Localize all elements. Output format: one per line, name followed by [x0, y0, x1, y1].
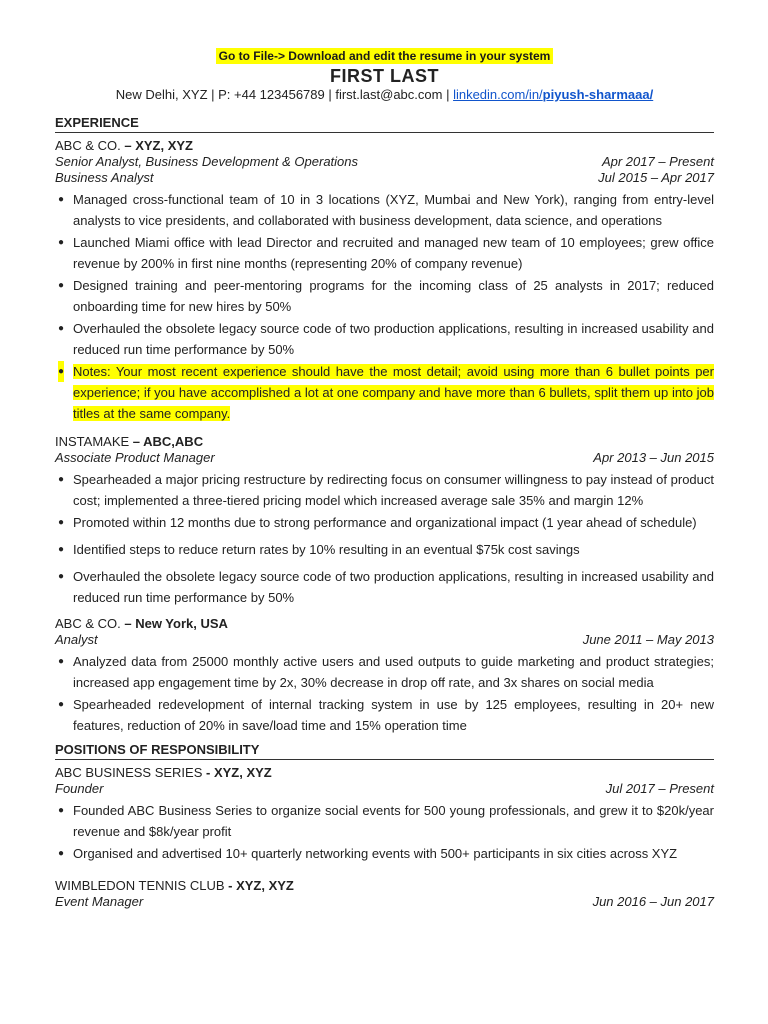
- notice-banner: [55, 47, 714, 65]
- bullet-icon: ●: [58, 361, 64, 382]
- bullet-list: [55, 189, 714, 424]
- role-title: Founder: [55, 781, 104, 796]
- bullet-item: [55, 189, 714, 231]
- resume-name: FIRST LAST: [330, 66, 439, 86]
- bullet-item: [55, 694, 714, 736]
- job-role: [55, 450, 714, 466]
- bullet-text: Identified steps to reduce return rates by 10% resulting in an eventual $75k cost savings: [73, 542, 580, 557]
- role-dates: Jun 2016 – Jun 2017: [592, 894, 714, 909]
- bullet-text: Organised and advertised 10+ quarterly networking events with 500+ participants in six cities across XYZ: [73, 846, 678, 861]
- job-role: [55, 170, 714, 186]
- bullet-icon: ●: [58, 699, 65, 710]
- bullet-text: Analyzed data from 25000 monthly active users and used outputs to guide marketing and product strategies; increased app engagement time by 2x, 30% decrease in drop off rate, and 3x shares on social media: [73, 654, 714, 690]
- bullet-icon: ●: [58, 323, 65, 334]
- bullet-text: Spearheaded a major pricing restructure by redirecting focus on consumer willingness to pay instead of product cost; implemented a three-tiered pricing model which increased average sale 35% and margin 12%: [73, 472, 714, 508]
- bullet-item: [55, 512, 714, 533]
- contact-line: [55, 87, 714, 103]
- job-org: [55, 765, 714, 781]
- role-title: Senior Analyst, Business Development & Operations: [55, 154, 359, 169]
- bullet-text: Launched Miami office with lead Director and recruited and managed new team of 10 employees; grew office revenue by 200% in first nine months (representing 20% of company revenue): [73, 235, 714, 271]
- bullet-item: [55, 232, 714, 274]
- role-dates: Jul 2015 – Apr 2017: [598, 170, 714, 185]
- bullet-text: Founded ABC Business Series to organize social events for 500 young professionals, and grew it to $20k/year revenue and $8k/year profit: [73, 803, 714, 839]
- org-location: - XYZ, XYZ: [224, 878, 294, 893]
- bullet-text: Managed cross-functional team of 10 in 3 locations (XYZ, Mumbai and New York), ranging from entry-level analysts to vice presidents, and collaborated with business development, data science, and operations: [73, 192, 714, 228]
- notice-text: Go to File-> Download and edit the resume in your system: [216, 48, 554, 64]
- role-dates: Apr 2017 – Present: [601, 154, 714, 169]
- job-role: [55, 781, 714, 797]
- bullet-item: [55, 800, 714, 842]
- job-org: [55, 878, 714, 894]
- job-entry: [55, 878, 714, 910]
- bullet-item-note: [55, 361, 714, 424]
- section-title-experience: EXPERIENCE: [55, 115, 714, 133]
- linkedin-prefix: linkedin.com/in/: [453, 87, 543, 102]
- bullet-text-highlighted: Notes: Your most recent experience should have the most detail; avoid using more than 6 bullet points per experience; if you have accomplished a lot at one company and have more than 6 bullets, split them up into job titles at the same company.: [73, 364, 714, 421]
- bullet-item: [55, 275, 714, 317]
- bullet-icon: ●: [58, 280, 65, 291]
- job-role: [55, 894, 714, 910]
- org-name: ABC BUSINESS SERIES: [55, 765, 203, 780]
- bullet-icon: ●: [58, 474, 65, 485]
- job-role: [55, 154, 714, 170]
- bullet-list: [55, 800, 714, 864]
- bullet-icon: ●: [58, 544, 65, 555]
- bullet-icon: ●: [58, 237, 65, 248]
- role-title: Event Manager: [55, 894, 144, 909]
- job-entry: [55, 434, 714, 608]
- bullet-item: [55, 843, 714, 864]
- section-title-responsibility: POSITIONS OF RESPONSIBILITY: [55, 742, 714, 760]
- org-name: INSTAMAKE: [55, 434, 130, 449]
- linkedin-link[interactable]: [453, 87, 653, 102]
- bullet-icon: ●: [58, 656, 65, 667]
- bullet-text: Spearheaded redevelopment of internal tracking system in use by 125 employees, resulting in 20+ new features, reduction of 20% in save/load time and 15% operation time: [73, 697, 714, 733]
- bullet-item: [55, 566, 714, 608]
- job-entry: [55, 138, 714, 424]
- job-org: [55, 434, 714, 450]
- bullet-item: [55, 651, 714, 693]
- bullet-text: Designed training and peer-mentoring programs for the incoming class of 25 analysts in 2017; reduced onboarding time for new hires by 50%: [73, 278, 714, 314]
- bullet-item: [55, 469, 714, 511]
- job-org: [55, 138, 714, 154]
- bullet-list: [55, 469, 714, 608]
- role-dates: June 2011 – May 2013: [582, 632, 714, 647]
- bullet-icon: ●: [58, 194, 65, 205]
- job-org: [55, 616, 714, 632]
- bullet-icon: ●: [58, 571, 65, 582]
- org-name: WIMBLEDON TENNIS CLUB: [55, 878, 225, 893]
- org-location: - XYZ, XYZ: [202, 765, 272, 780]
- job-entry: [55, 765, 714, 864]
- org-name: ABC & CO.: [55, 616, 121, 631]
- bullet-text: Overhauled the obsolete legacy source code of two production applications, resulting in increased usability and reduced run time performance by 50%: [73, 569, 714, 605]
- role-title: Associate Product Manager: [55, 450, 215, 465]
- bullet-icon: ●: [58, 517, 65, 528]
- contact-details: New Delhi, XYZ | P: +44 123456789 | first.last@abc.com |: [115, 87, 454, 102]
- role-dates: Apr 2013 – Jun 2015: [593, 450, 714, 465]
- role-title: Business Analyst: [55, 170, 154, 185]
- job-role: [55, 632, 714, 648]
- org-name: ABC & CO.: [55, 138, 121, 153]
- bullet-item: [55, 539, 714, 560]
- bullet-icon: ●: [58, 848, 65, 859]
- resume-page: [55, 47, 714, 916]
- job-entry: [55, 616, 714, 736]
- bullet-text: Promoted within 12 months due to strong performance and organizational impact (1 year ahead of schedule): [73, 515, 697, 530]
- bullet-text: Overhauled the obsolete legacy source code of two production applications, resulting in increased usability and reduced run time performance by 50%: [73, 321, 714, 357]
- role-title: Analyst: [55, 632, 98, 647]
- bullet-icon: ●: [58, 805, 65, 816]
- linkedin-handle: piyush-sharmaaa/: [542, 87, 654, 102]
- role-dates: Jul 2017 – Present: [605, 781, 714, 796]
- org-location: – XYZ, XYZ: [120, 138, 193, 153]
- bullet-item: [55, 318, 714, 360]
- bullet-list: [55, 651, 714, 736]
- org-location: – ABC,ABC: [129, 434, 204, 449]
- org-location: – New York, USA: [120, 616, 228, 631]
